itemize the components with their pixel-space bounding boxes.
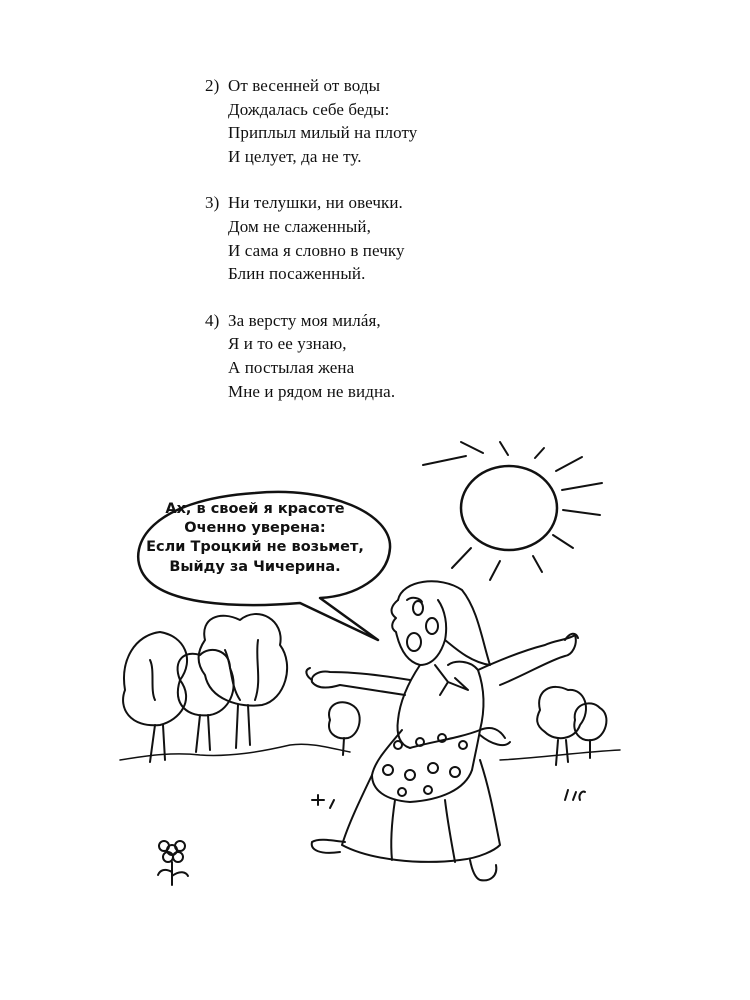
- verse-line: Дом не слаженный,: [228, 216, 371, 236]
- stanza-4: [205, 309, 417, 403]
- verses: [205, 74, 417, 426]
- tree-icon: [199, 614, 288, 748]
- tree-icon: [329, 702, 360, 755]
- plant-icon: [565, 790, 585, 800]
- verse-line: Блин посаженный.: [228, 264, 366, 284]
- flower-icon: [158, 841, 188, 885]
- verse-line: [205, 74, 417, 98]
- verse-text: За версту моя милáя,: [228, 310, 381, 330]
- stanza-number: 4): [205, 310, 220, 330]
- stanza-3: [205, 191, 417, 285]
- verse-line: Дождалась себе беды:: [228, 99, 390, 119]
- speech-line: Оченно уверена:: [184, 520, 326, 537]
- verse-line: Я и то ее узнаю,: [228, 334, 347, 354]
- speech-line: Выйду за Чичерина.: [169, 558, 341, 575]
- tree-icon: [574, 703, 606, 758]
- verse-line: Мне и рядом не видна.: [228, 381, 396, 401]
- ground-line: [120, 744, 620, 760]
- verse-text: Ни телушки, ни овечки.: [228, 193, 403, 213]
- stanza-2: [205, 74, 417, 168]
- verse-line: Приплыл милый на плоту: [228, 123, 418, 143]
- speech-bubble-text: [140, 500, 370, 577]
- speech-line: Ах, в своей я красоте: [165, 501, 345, 517]
- verse-line: И сама я словно в печку: [228, 240, 405, 260]
- plant-icon: [312, 795, 334, 808]
- verse-line: [205, 191, 417, 215]
- sun-icon: [423, 442, 602, 580]
- stanza-number: 2): [205, 76, 220, 95]
- speech-line: Если Троцкий не возьмет,: [146, 539, 364, 556]
- verse-line: [205, 309, 417, 333]
- verse-line: И целует, да не ту.: [228, 146, 362, 166]
- verse-text: От весенней от воды: [228, 76, 381, 95]
- verse-line: А постылая жена: [228, 357, 355, 377]
- cartoon-illustration: [0, 430, 750, 900]
- stanza-number: 3): [205, 193, 220, 213]
